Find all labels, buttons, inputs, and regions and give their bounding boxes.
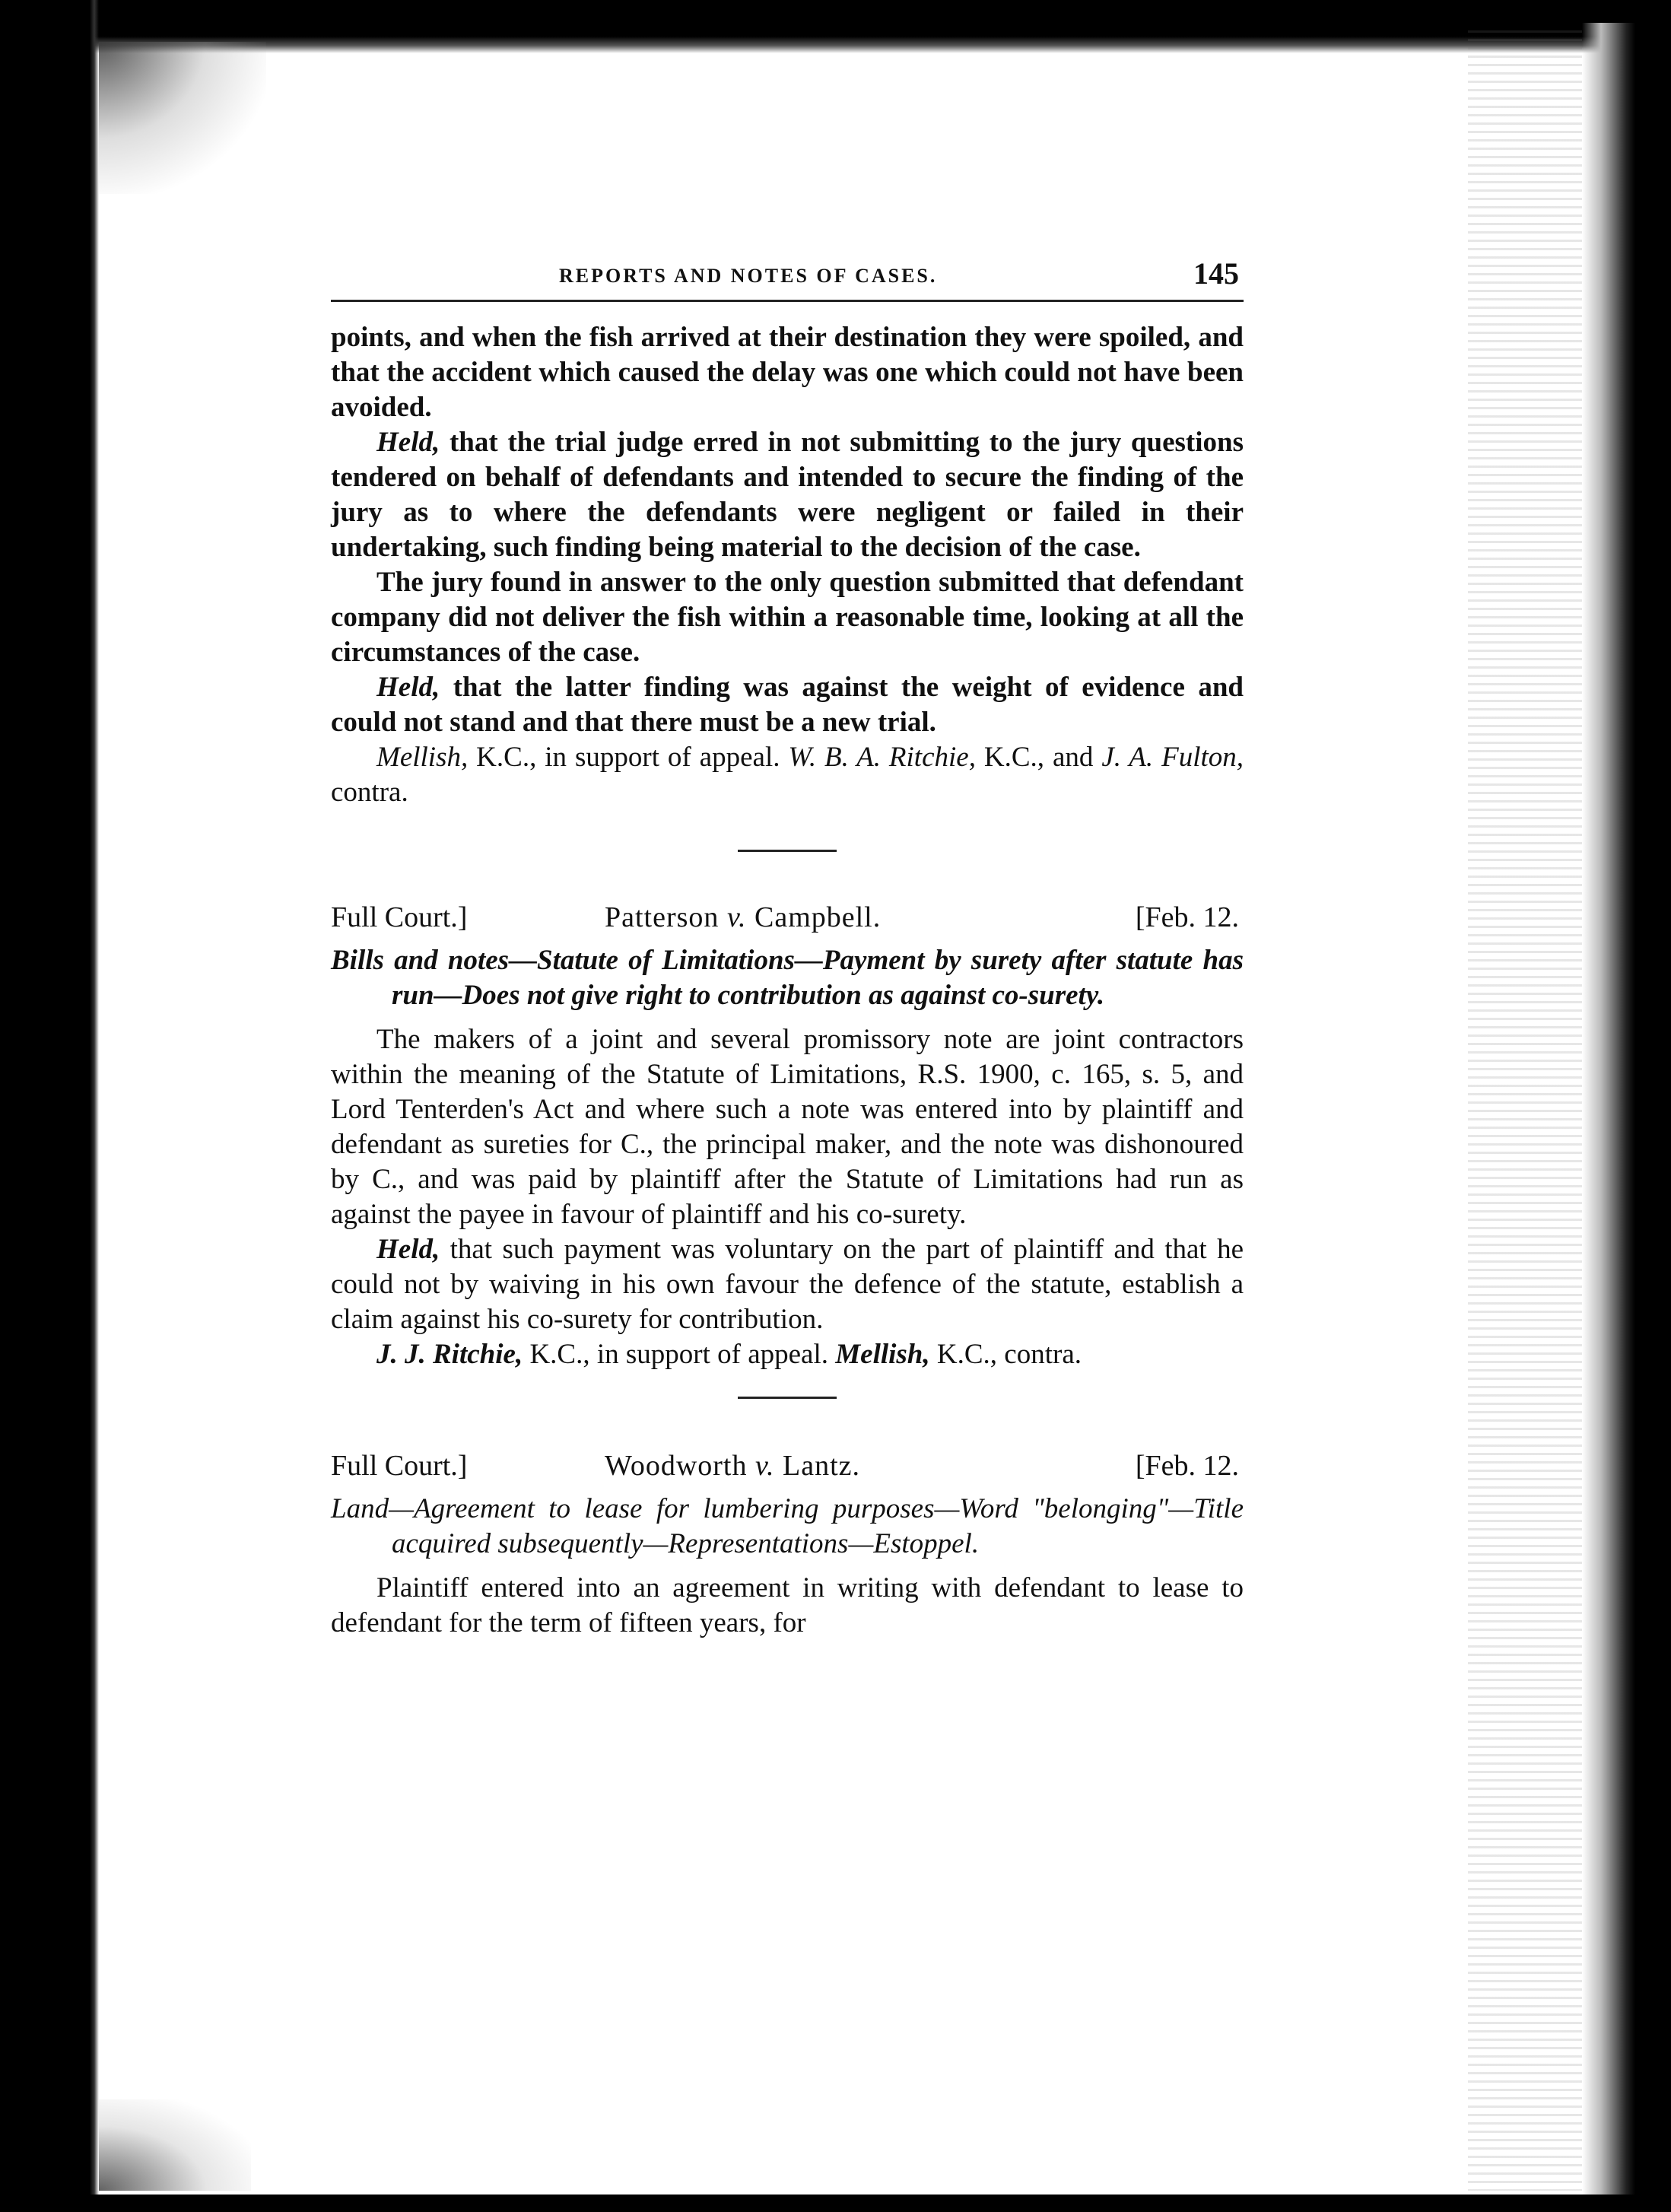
held-label: Held, xyxy=(376,672,440,703)
case-name: Patterson v. Campbell. xyxy=(605,901,882,933)
scan-border-bottom xyxy=(0,2195,1671,2212)
counsel-name: Mellish, xyxy=(835,1339,930,1370)
held-text: that the latter finding was against the weight of evidence and could not stand and that there must be a new trial. xyxy=(331,672,1244,738)
counsel-paragraph: J. J. Ritchie, K.C., in support of appeal. Mellish, K.C., contra. xyxy=(376,1339,1082,1370)
held-label: Held, xyxy=(376,427,440,458)
case-date: [Feb. 12. xyxy=(1135,901,1239,933)
paragraph: The jury found in answer to the only question submitted that defendant company did not deliver the fish within a reasonable time, looking at all the circumstances of the case. xyxy=(331,567,1244,668)
page-header xyxy=(331,251,1244,302)
case-title-line xyxy=(331,1444,1244,1487)
court-label: Full Court.] xyxy=(331,1450,468,1482)
paragraph: points, and when the fish arrived at their destination they were spoiled, and that the accident which caused the delay was one which could not have been avoided. xyxy=(331,322,1244,423)
page-number: 145 xyxy=(1193,256,1239,291)
case-patterson-v-campbell xyxy=(331,896,1244,1372)
section-divider xyxy=(738,1397,837,1399)
counsel-name: Mellish, xyxy=(376,742,469,773)
previous-case-continuation xyxy=(331,320,1244,740)
counsel-name: W. B. A. Ritchie, xyxy=(788,742,976,773)
page-content xyxy=(331,251,1244,1641)
section-divider xyxy=(738,850,837,852)
counsel-paragraph: Mellish, K.C., in support of appeal. W. B. A. Ritchie, K.C., and J. A. Fulton, contra. xyxy=(331,742,1244,808)
case-woodworth-v-lantz xyxy=(331,1444,1244,1641)
case-headnote: Land—Agreement to lease for lumbering purposes—Word "belonging"—Title acquired subsequently—Representations—Estoppel. xyxy=(331,1493,1244,1559)
held-label: Held, xyxy=(376,1234,440,1265)
held-paragraph xyxy=(331,670,1244,740)
case-headnote: Bills and notes—Statute of Limitations—Payment by surety after statute has run—Does not give right to contribution as against co-surety. xyxy=(331,945,1244,1011)
held-text: that the trial judge erred in not submitting to the jury questions tendered on behalf of defendants and intended to secure the finding of the jury as to where the defendants were negligent or failed in their undertaking, such finding being material to the decision of the case. xyxy=(331,427,1244,563)
scan-border-right xyxy=(1582,23,1671,2212)
counsel-name: J. A. Fulton, xyxy=(1101,742,1244,773)
paragraph: Plaintiff entered into an agreement in writing with defendant to lease to defendant for the term of fifteen years, for xyxy=(331,1572,1244,1638)
court-label: Full Court.] xyxy=(331,901,468,933)
scan-shadow-bottom-left xyxy=(99,2099,251,2191)
paragraph: The makers of a joint and several promissory note are joint contractors within the meaning of the Statute of Limitations, R.S. 1900, c. 165, s. 5, and Lord Tenterden's Act and where such a note was entered into by plaintiff and defendant as sureties for C., the principal maker, and the note was dishonoured by C., and was paid by plaintiff after the Statute of Limitations had run as against the payee in favour of plaintiff and his co-surety. xyxy=(331,1024,1244,1230)
held-text: that such payment was voluntary on the part of plaintiff and that he could not by waiving in his own favour the defence of the statute, establish a claim against his co-surety for contribution. xyxy=(331,1234,1244,1335)
held-paragraph xyxy=(331,1232,1244,1337)
counsel-name: J. J. Ritchie, xyxy=(376,1339,523,1370)
case-name: Woodworth v. Lantz. xyxy=(605,1450,861,1482)
scan-shadow-top-left xyxy=(99,42,266,194)
held-paragraph xyxy=(331,425,1244,565)
case-date: [Feb. 12. xyxy=(1135,1450,1239,1482)
case-title-line xyxy=(331,896,1244,939)
scan-speckle-right xyxy=(1468,30,1582,2191)
scan-border-left xyxy=(0,0,99,2212)
running-head: REPORTS AND NOTES OF CASES. xyxy=(559,265,938,287)
